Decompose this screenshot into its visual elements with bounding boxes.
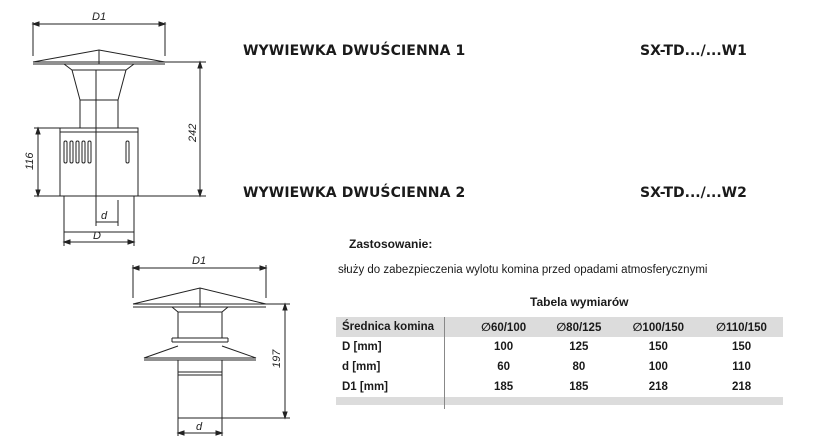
table-cell: 185 (569, 381, 589, 393)
w1-d1-label: D1 (92, 11, 107, 23)
table-row (336, 377, 783, 397)
header-cell: Średnica komina (336, 317, 466, 337)
table-cell: 150 (648, 341, 668, 353)
w1-height-total: 242 (187, 123, 199, 142)
row-label: D [mm] (342, 341, 382, 353)
table-row (336, 337, 783, 357)
table-footer-band (336, 397, 783, 405)
table-cell: 110 (732, 361, 751, 373)
table-divider (444, 317, 445, 409)
table-cell: 218 (731, 381, 752, 393)
usage-text: służy do zabezpieczenia wylotu komina przed opadami atmosferycznymi (338, 264, 708, 276)
header-cell: ∅110/150 (700, 317, 783, 337)
row-label: D1 [mm] (342, 381, 389, 393)
technical-drawing-w2 (120, 250, 300, 441)
table-cell: 218 (648, 381, 668, 393)
w2-d-label: d (196, 421, 203, 433)
dimensions-table (336, 317, 783, 405)
w2-d1-label: D1 (192, 255, 207, 267)
table-cell: 100 (648, 361, 668, 373)
table-caption: Tabela wymiarów (530, 295, 629, 309)
w1-D-label: D (93, 230, 101, 242)
w1-d-label: d (101, 210, 108, 222)
table-cell: 150 (731, 341, 752, 353)
table-header-row (336, 317, 783, 337)
table-cell: 125 (569, 341, 589, 353)
row-label: d [mm] (342, 361, 381, 373)
w1-height-lower: 116 (24, 152, 36, 170)
table-row (336, 357, 783, 377)
header-cell: ∅60/100 (466, 317, 541, 337)
product2-code: SX-TD.../...W2 (640, 185, 747, 201)
product2-title: WYWIEWKA DWUŚCIENNA 2 (243, 185, 466, 201)
technical-drawing-w1 (0, 0, 230, 250)
usage-label: Zastosowanie: (349, 237, 433, 251)
w2-height-total: 197 (271, 349, 283, 368)
product1-title: WYWIEWKA DWUŚCIENNA 1 (243, 43, 466, 59)
table-cell: 80 (572, 361, 586, 373)
header-cell: ∅100/150 (616, 317, 700, 337)
product1-code: SX-TD.../...W1 (640, 43, 747, 59)
table-cell: 100 (494, 341, 514, 353)
table-cell: 60 (497, 361, 511, 373)
header-cell: ∅80/125 (541, 317, 616, 337)
table-cell: 185 (494, 381, 514, 393)
